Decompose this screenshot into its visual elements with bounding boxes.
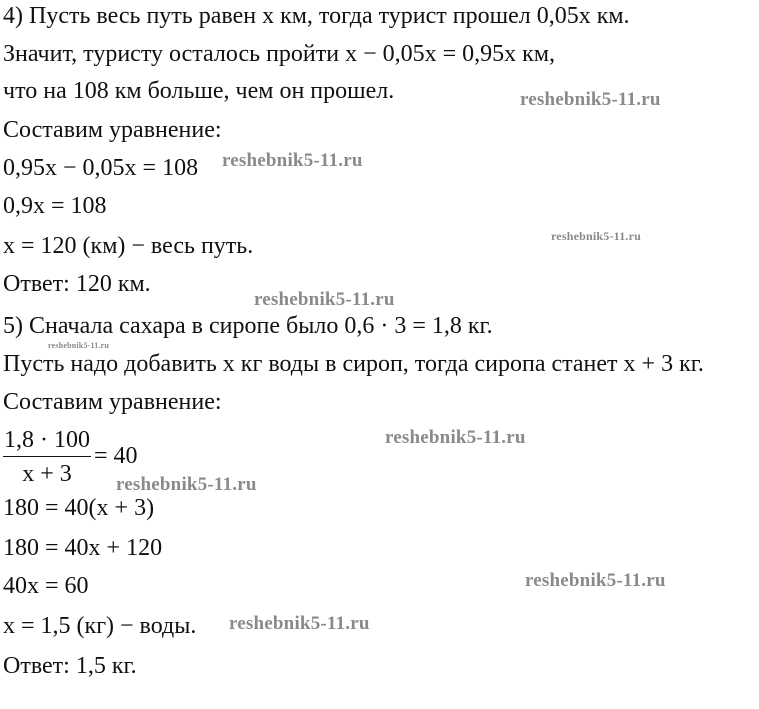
p4-line-3: что на 108 км больше, чем он прошел. [3,78,395,104]
p4-line-2: Значит, туристу осталось пройти x − 0,05x = 0,95x км, [3,41,555,67]
p5-step-3: 40x = 60 [3,573,89,599]
p5-line-1: 5) Сначала сахара в сиропе было 0,6 · 3 = 1,8 кг. [3,313,493,339]
p5-line-2: Пусть надо добавить x кг воды в сироп, тогда сиропа станет x + 3 кг. [3,351,704,377]
p4-line-4: Составим уравнение: [3,117,222,143]
p4-step-1: 0,9x = 108 [3,193,107,219]
watermark-3: reshebnik5-11.ru [551,229,641,243]
fraction-denominator: x + 3 [22,461,72,487]
fraction-numerator: 1,8 · 100 [4,427,90,453]
p4-line-1: 4) Пусть весь путь равен x км, тогда турист прошел 0,05x км. [3,3,630,29]
fraction-bar [3,456,91,457]
watermark-6: reshebnik5-11.ru [385,427,526,448]
watermark-9: reshebnik5-11.ru [229,613,370,634]
watermark-1: reshebnik5-11.ru [520,89,661,110]
watermark-2: reshebnik5-11.ru [222,150,363,171]
p4-step-2: x = 120 (км) − весь путь. [3,233,254,259]
fraction-rhs: = 40 [94,443,138,469]
p4-answer: Ответ: 120 км. [3,271,151,297]
watermark-7: reshebnik5-11.ru [116,474,257,495]
p4-equation: 0,95x − 0,05x = 108 [3,155,199,181]
p5-step-1: 180 = 40(x + 3) [3,495,155,521]
p5-answer: Ответ: 1,5 кг. [3,653,137,679]
p5-line-3: Составим уравнение: [3,389,222,415]
watermark-5: reshebnik5-11.ru [48,341,110,350]
watermark-8: reshebnik5-11.ru [525,570,666,591]
p5-step-2: 180 = 40x + 120 [3,535,163,561]
watermark-4: reshebnik5-11.ru [254,289,395,310]
p5-step-4: x = 1,5 (кг) − воды. [3,613,197,639]
